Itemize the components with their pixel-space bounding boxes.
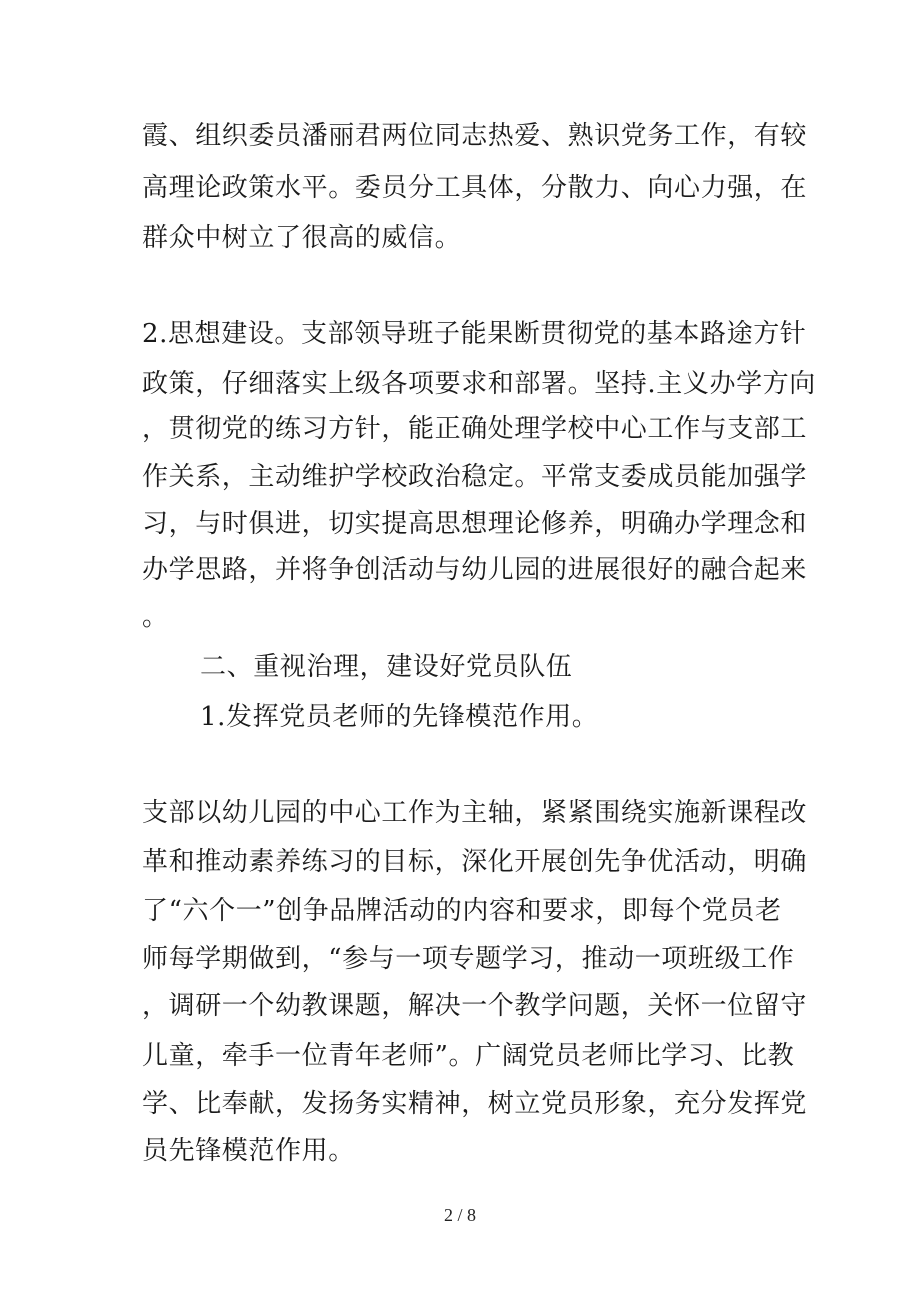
paragraph-3-line-2: 革和推动素养练习的目标，深化开展创先争优活动，明确: [142, 847, 808, 877]
paragraph-1-line-3: 群众中树立了很高的威信。: [142, 223, 462, 253]
paragraph-2-line-2: 政策，仔细落实上级各项要求和部署。坚持.主义办学方向: [142, 369, 816, 399]
section-subheading: 1.发挥党员老师的先锋模范作用。: [200, 702, 599, 732]
paragraph-2-line-7: 。: [142, 602, 169, 632]
page-number: 2 / 8: [443, 1205, 476, 1225]
paragraph-1-line-2: 高理论政策水平。委员分工具体，分散力、向心力强，在: [142, 173, 808, 203]
paragraph-3-line-8: 员先锋模范作用。: [142, 1136, 355, 1166]
paragraph-2-line-3: ，贯彻党的练习方针，能正确处理学校中心工作与支部工: [142, 414, 808, 444]
paragraph-2-line-1: 2.思想建设。支部领导班子能果断贯彻党的基本路途方针: [142, 319, 807, 349]
paragraph-3-line-4: 师每学期做到，“参与一项专题学习，推动一项班级工作: [142, 944, 795, 974]
paragraph-3-line-7: 学、比奉献，发扬务实精神，树立党员形象，充分发挥党: [142, 1089, 808, 1119]
section-heading: 二、重视治理，建设好党员队伍: [200, 652, 573, 682]
paragraph-2-line-6: 办学思路，并将争创活动与幼儿园的进展很好的融合起来: [142, 555, 808, 585]
paragraph-2-line-4: 作关系，主动维护学校政治稳定。平常支委成员能加强学: [142, 462, 808, 492]
paragraph-2-line-5: 习，与时俱进，切实提高思想理论修养，明确办学理念和: [142, 509, 808, 539]
paragraph-3-line-6: 儿童，牵手一位青年老师”。广阔党员老师比学习、比教: [142, 1041, 795, 1071]
paragraph-3-line-1: 支部以幼儿园的中心工作为主轴，紧紧围绕实施新课程改: [142, 798, 808, 828]
paragraph-3-line-3: 了“六个一”创争品牌活动的内容和要求，即每个党员老: [142, 896, 782, 926]
paragraph-1-line-1: 霞、组织委员潘丽君两位同志热爱、熟识党务工作，有较: [142, 121, 808, 151]
paragraph-3-line-5: ，调研一个幼教课题，解决一个教学问题，关怀一位留守: [142, 991, 808, 1021]
